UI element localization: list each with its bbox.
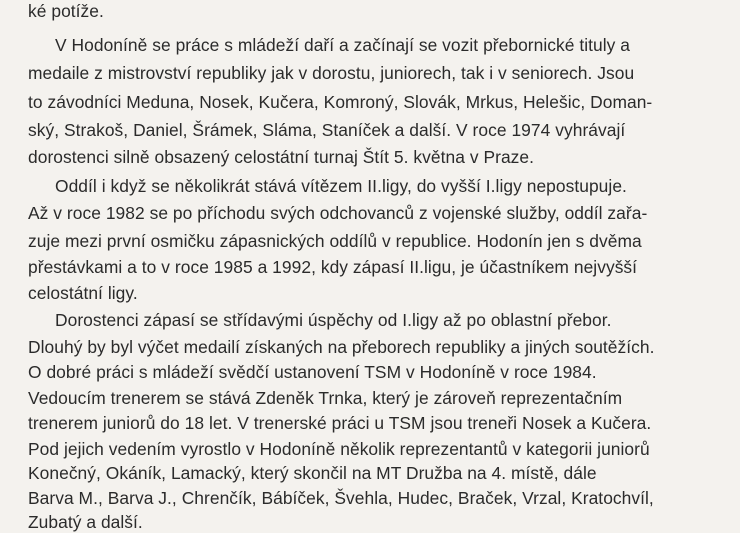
text-line: Konečný, Okáník, Lamacký, který skončil na MT Družba na 4. místě, dále — [28, 463, 597, 483]
text-line: O dobré práci s mládeží svědčí ustanovení TSM v Hodoníně v roce 1984. — [28, 362, 597, 382]
text-line: Oddíl i když se několikrát stává vítězem II.ligy, do vyšší I.ligy nepostupuje. — [55, 176, 627, 196]
text-line: přestávkami a to v roce 1985 a 1992, kdy zápasí II.ligu, je účastníkem nejvyšší — [28, 257, 638, 277]
text-line: trenerem juniorů do 18 let. V trenerské práci u TSM jsou treneři Nosek a Kučera. — [28, 413, 652, 433]
text-line: Dlouhý by byl výčet medailí získaných na přeborech republiky a jiných soutěžích. — [28, 337, 655, 357]
text-line: zuje mezi první osmičku zápasnických oddílů v republice. Hodonín jen s dvěma — [28, 231, 642, 251]
text-line: Až v roce 1982 se po příchodu svých odchovanců z vojenské služby, oddíl zařa- — [28, 203, 648, 223]
text-line: Barva M., Barva J., Chrenčík, Bábíček, Švehla, Hudec, Braček, Vrzal, Kratochvíl, — [28, 488, 654, 508]
text-line: V Hodoníně se práce s mládeží daří a začínají se vozit přebornické tituly a — [55, 35, 631, 55]
text-line: Vedoucím trenerem se stává Zdeněk Trnka, který je zároveň reprezentačním — [28, 388, 623, 408]
text-line: ké potíže. — [28, 1, 104, 21]
text-line: Dorostenci zápasí se střídavými úspěchy od I.ligy až po oblastní přebor. — [55, 310, 612, 330]
text-line: medaile z mistrovství republiky jak v dorostu, juniorech, tak i v seniorech. Jsou — [28, 63, 635, 83]
text-line: dorostenci silně obsazený celostátní turnaj Štít 5. května v Praze. — [28, 147, 535, 167]
text-line: Zubatý a další. — [28, 512, 143, 532]
text-line: to závodníci Meduna, Nosek, Kučera, Komroný, Slovák, Mrkus, Helešic, Doman- — [28, 92, 653, 112]
text-line: ský, Strakoš, Daniel, Šrámek, Sláma, Staníček a další. V roce 1974 vyhrávají — [28, 120, 626, 140]
text-line: Pod jejich vedením vyrostlo v Hodoníně několik reprezentantů v kategorii juniorů — [28, 439, 650, 459]
text-line: celostátní ligy. — [28, 283, 138, 303]
